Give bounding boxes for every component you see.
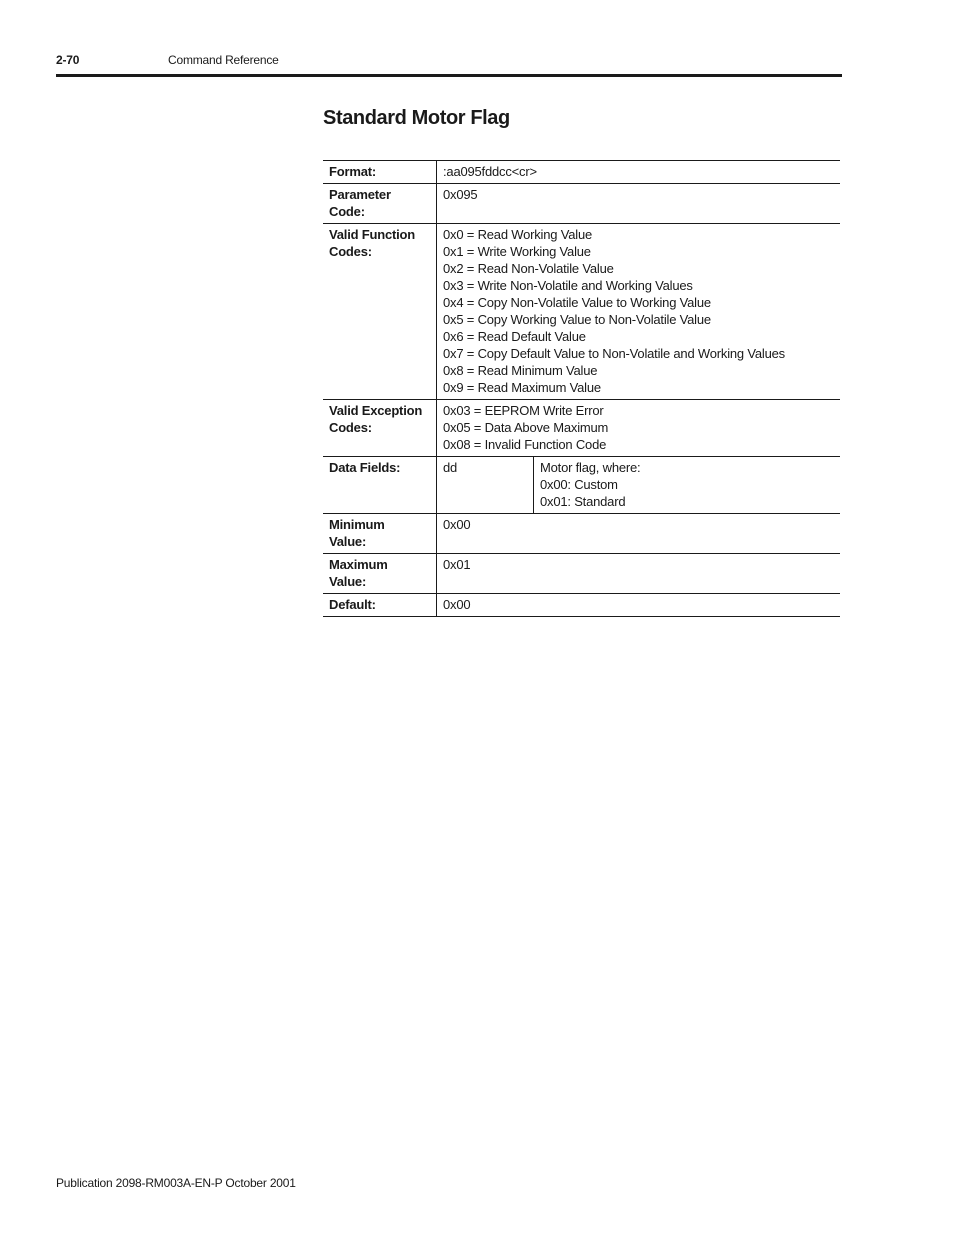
default-label <box>323 594 437 617</box>
parameter-code-label-line1: Parameter <box>329 187 391 202</box>
valid-function-codes-label <box>323 224 437 400</box>
default-label-text: Default: <box>329 597 376 612</box>
format-label <box>323 161 437 184</box>
parameter-code-value: 0x095 <box>437 184 841 224</box>
row-valid-function-codes <box>323 224 840 400</box>
function-code-item: 0x3 = Write Non-Volatile and Working Values <box>443 278 693 293</box>
row-minimum-value <box>323 514 840 554</box>
default-value: 0x00 <box>437 594 841 617</box>
minimum-value-label <box>323 514 437 554</box>
parameter-code-label-line2: Code: <box>329 204 365 219</box>
function-code-item: 0x7 = Copy Default Value to Non-Volatile and Working Values <box>443 346 785 361</box>
row-data-fields <box>323 457 840 514</box>
maximum-value-label-line1: Maximum <box>329 557 388 572</box>
valid-exception-codes-label <box>323 400 437 457</box>
minimum-value-label-line1: Minimum <box>329 517 385 532</box>
minimum-value-label-line2: Value: <box>329 534 367 549</box>
maximum-value-label <box>323 554 437 594</box>
function-code-item: 0x1 = Write Working Value <box>443 244 591 259</box>
row-default <box>323 594 840 617</box>
minimum-value: 0x00 <box>437 514 841 554</box>
running-head: Command Reference <box>168 53 279 67</box>
exception-code-item: 0x05 = Data Above Maximum <box>443 420 609 435</box>
data-field-description-line: 0x00: Custom <box>540 477 618 492</box>
maximum-value: 0x01 <box>437 554 841 594</box>
row-parameter-code <box>323 184 840 224</box>
function-code-item: 0x2 = Read Non-Volatile Value <box>443 261 614 276</box>
valid-exception-codes-label-line1: Valid Exception <box>329 403 423 418</box>
function-code-item: 0x6 = Read Default Value <box>443 329 586 344</box>
data-fields-label <box>323 457 437 514</box>
function-code-item: 0x5 = Copy Working Value to Non-Volatile Value <box>443 312 711 327</box>
function-code-item: 0x9 = Read Maximum Value <box>443 380 601 395</box>
data-fields-description <box>534 457 841 514</box>
exception-code-item: 0x03 = EEPROM Write Error <box>443 403 604 418</box>
exception-code-item: 0x08 = Invalid Function Code <box>443 437 607 452</box>
valid-function-codes-label-line1: Valid Function <box>329 227 416 242</box>
format-label-text: Format: <box>329 164 376 179</box>
function-code-item: 0x4 = Copy Non-Volatile Value to Working Value <box>443 295 711 310</box>
row-format <box>323 161 840 184</box>
valid-exception-codes-list <box>437 400 841 457</box>
valid-exception-codes-label-line2: Codes: <box>329 420 372 435</box>
valid-function-codes-list <box>437 224 841 400</box>
data-field-description-line: Motor flag, where: <box>540 460 641 475</box>
command-reference-table <box>323 160 840 617</box>
row-valid-exception-codes <box>323 400 840 457</box>
maximum-value-label-line2: Value: <box>329 574 367 589</box>
section-title: Standard Motor Flag <box>323 107 510 129</box>
row-maximum-value <box>323 554 840 594</box>
data-fields-label-text: Data Fields: <box>329 460 401 475</box>
valid-function-codes-label-line2: Codes: <box>329 244 372 259</box>
function-code-item: 0x8 = Read Minimum Value <box>443 363 598 378</box>
parameter-code-label <box>323 184 437 224</box>
page-number: 2-70 <box>56 53 80 67</box>
footer-publication: Publication 2098-RM003A-EN-P October 2001 <box>56 1176 296 1190</box>
data-fields-field: dd <box>437 457 534 514</box>
format-value: :aa095fddcc<cr> <box>437 161 841 184</box>
header-rule <box>56 74 842 77</box>
data-field-description-line: 0x01: Standard <box>540 494 626 509</box>
function-code-item: 0x0 = Read Working Value <box>443 227 593 242</box>
